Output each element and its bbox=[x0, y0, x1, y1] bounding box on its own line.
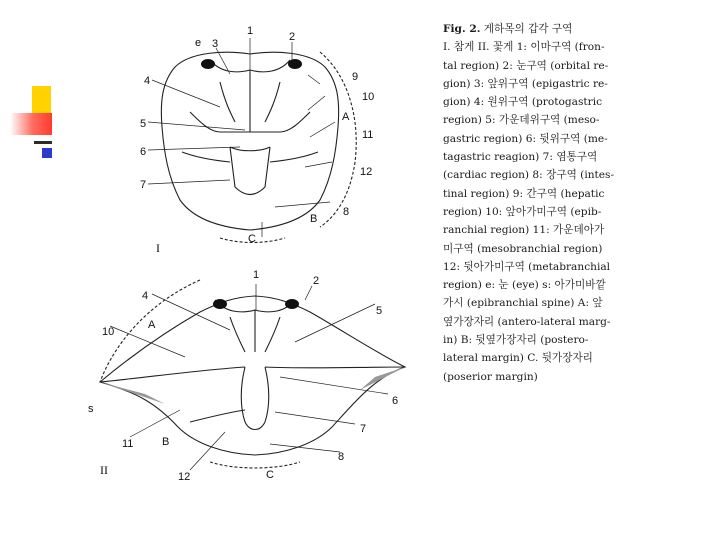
label-7-bottom: 7 bbox=[360, 423, 367, 435]
label-7-top: 7 bbox=[140, 179, 147, 191]
label-C-bottom: C bbox=[266, 469, 274, 481]
label-6-top: 6 bbox=[140, 146, 147, 158]
label-B-top: B bbox=[310, 213, 318, 225]
label-5-top: 5 bbox=[140, 118, 147, 130]
label-1-top: 1 bbox=[247, 25, 254, 37]
leader-lines-top bbox=[148, 38, 335, 237]
caption-line: tinal region) 9: 간구역 (hepatic bbox=[443, 187, 605, 200]
label-12-top: 12 bbox=[360, 166, 373, 178]
right-eye-bottom bbox=[285, 299, 299, 309]
caption-line: gastric region) 6: 뒷위구역 (me- bbox=[443, 132, 608, 145]
caption-title-ko: 게하목의 갑각 구역 bbox=[483, 23, 573, 35]
roman-label-I: I bbox=[156, 241, 160, 255]
label-B-bottom: B bbox=[162, 436, 170, 448]
leader-lines-bottom bbox=[110, 284, 388, 470]
label-11-top: 11 bbox=[362, 129, 374, 141]
label-s-bottom: s bbox=[88, 403, 94, 415]
label-3-top: 3 bbox=[212, 38, 219, 50]
label-e-top: e bbox=[195, 37, 202, 49]
decorative-yellow-block bbox=[32, 86, 51, 114]
caption-line: gion) 4: 원위구역 (protogastric bbox=[443, 96, 603, 109]
caption-line: (cardiac region) 8: 장구역 (intes- bbox=[443, 169, 615, 182]
label-9-top: 9 bbox=[352, 71, 359, 83]
region-lines-bottom bbox=[100, 310, 405, 430]
caption-line: lateral margin) C. 뒷가장자리 bbox=[443, 352, 593, 365]
lateral-arc-bottom bbox=[100, 280, 200, 382]
label-10-bottom: 10 bbox=[102, 326, 115, 338]
caption-line: region) 10: 앞아가미구역 (epib- bbox=[443, 205, 602, 218]
posterior-arc-bottom bbox=[210, 462, 300, 468]
label-4-top: 4 bbox=[144, 75, 151, 87]
label-5-bottom: 5 bbox=[376, 305, 383, 317]
label-2-top: 2 bbox=[289, 31, 296, 43]
carapace-diagram bbox=[70, 12, 430, 482]
caption-line: 옆가장자리 (antero-lateral marg- bbox=[443, 315, 611, 328]
label-11-bottom: 11 bbox=[122, 438, 134, 450]
label-1-bottom: 1 bbox=[253, 269, 260, 281]
figure-caption bbox=[443, 20, 713, 386]
caption-line: tagastric reagion) 7: 염통구역 bbox=[443, 151, 598, 164]
caption-title: Fig. 2. bbox=[443, 23, 481, 35]
label-2-bottom: 2 bbox=[313, 275, 320, 287]
stipple-left-bottom bbox=[100, 382, 165, 404]
caption-line: I. 참게 II. 꽃게 1: 이마구역 (fron- bbox=[443, 41, 605, 54]
label-C-top: C bbox=[248, 233, 256, 245]
roman-label-II: II bbox=[100, 463, 108, 477]
label-A-top: A bbox=[342, 111, 350, 123]
left-eye-bottom bbox=[213, 299, 227, 309]
decorative-blue-square bbox=[42, 148, 52, 158]
caption-line: (poserior margin) bbox=[443, 370, 538, 383]
right-eye-top bbox=[288, 59, 302, 69]
label-8-top: 8 bbox=[343, 206, 350, 218]
stipple-right-bottom bbox=[360, 367, 405, 390]
label-12-bottom: 12 bbox=[178, 471, 191, 482]
caption-title-line bbox=[443, 20, 713, 38]
label-6-bottom: 6 bbox=[392, 395, 399, 407]
label-4-bottom: 4 bbox=[142, 290, 149, 302]
caption-line: in) B: 뒷옆가장자리 (postero- bbox=[443, 334, 589, 347]
caption-line: 가시 (epibranchial spine) A: 앞 bbox=[443, 297, 603, 310]
caption-line: region) 5: 가운데위구역 (meso- bbox=[443, 114, 600, 127]
label-8-bottom: 8 bbox=[338, 451, 345, 463]
caption-line: tal region) 2: 눈구역 (orbital re- bbox=[443, 59, 609, 72]
region-lines-top bbox=[182, 70, 318, 195]
lateral-arc-top bbox=[320, 52, 359, 227]
decorative-dark-line bbox=[34, 141, 52, 144]
decorative-red-block bbox=[10, 113, 52, 135]
label-A-bottom: A bbox=[148, 319, 156, 331]
caption-line: 12: 뒷아가미구역 (metabranchial bbox=[443, 260, 611, 273]
label-10-top: 10 bbox=[362, 91, 375, 103]
caption-line: ranchial region) 11: 가운데아가 bbox=[443, 224, 605, 237]
caption-line: 미구역 (mesobranchial region) bbox=[443, 242, 603, 255]
crab-carapace-figure bbox=[70, 12, 430, 482]
left-eye-top bbox=[201, 59, 215, 69]
caption-line: gion) 3: 앞위구역 (epigastric re- bbox=[443, 77, 608, 90]
caption-line: region) e: 눈 (eye) s: 아가미바깥 bbox=[443, 279, 606, 292]
